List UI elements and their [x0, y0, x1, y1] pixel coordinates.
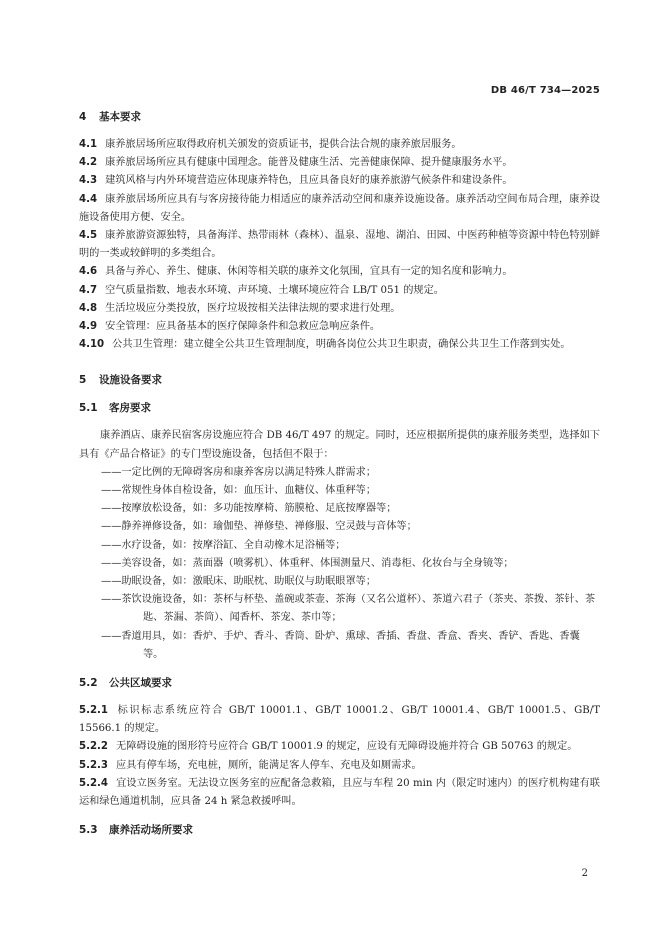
clause [79, 227, 600, 263]
section-5-2-clauses [79, 702, 600, 811]
clause-text: 康养旅居场所应具有健康中国理念。能普及健康生活、完善健康保障、提升健康服务水平。 [105, 157, 513, 169]
clause-text: 公共卫生管理：建立健全公共卫生管理制度，明确各岗位公共卫生职责，确保公共卫生工作落到实处。 [112, 339, 571, 351]
clause-number: 5.2.3 [79, 759, 109, 771]
equipment-list [79, 464, 600, 664]
clause [79, 318, 600, 336]
list-item: ——水疗设备，如：按摩浴缸、全自动橡木足浴桶等； [101, 539, 346, 551]
list-item: ——茶饮设施设备，如：茶杯与杯垫、盖碗或茶壶、茶海（又名公道杯）、茶道六君子（茶夹、茶拨、茶针、茶匙、茶漏、茶筒）、闻香杯、茶宠、茶巾等； [101, 594, 596, 624]
list-item: ——按摩放松设备，如：多功能按摩椅、筋膜枪、足底按摩器等； [101, 503, 397, 515]
clause-number: 4.10 [79, 339, 105, 351]
clause [79, 775, 600, 811]
clause-number: 4.9 [79, 321, 98, 333]
clause-text: 安全管理：应具备基本的医疗保障条件和急救应急响应条件。 [105, 321, 381, 333]
clause [79, 191, 600, 227]
section-number: 5 [79, 374, 87, 387]
clause-text: 康养旅居场所应具有与客房接待能力相适应的康养活动空间和康养设施设备。康养活动空间布局合理，康养设施设备使用方便、安全。 [79, 193, 600, 223]
clause-number: 4.5 [79, 230, 98, 242]
clause-number: 4.2 [79, 157, 98, 169]
list-item: ——一定比例的无障碍客房和康养客房以满足特殊人群需求； [101, 466, 377, 478]
clause-number: 4.7 [79, 284, 98, 296]
section-4-clauses [79, 136, 600, 354]
clause [79, 300, 600, 318]
clause [79, 702, 600, 738]
clause-number: 5.2.4 [79, 777, 109, 789]
subsection-number: 5.3 [79, 824, 98, 837]
section-4-heading [79, 108, 600, 126]
section-number: 4 [79, 111, 87, 123]
clause [79, 154, 600, 172]
clause-number: 5.2.2 [79, 741, 109, 753]
clause-text: 标识标志系统应符合 GB/T 10001.1、GB/T 10001.2、GB/T 10001.4、GB/T 10001.5、GB/T 15566.1 的规定。 [79, 705, 600, 735]
section-title: 设施设备要求 [99, 374, 162, 387]
clause-number: 4.1 [79, 139, 98, 150]
subsection-number: 5.2 [79, 677, 98, 690]
subsection-5-1-heading [79, 399, 600, 417]
clause [79, 172, 600, 190]
subsection-5-3-heading [79, 821, 600, 839]
clause-number: 4.6 [79, 266, 98, 278]
clause-number: 4.4 [79, 193, 98, 205]
clause [79, 263, 600, 281]
page-content [79, 108, 600, 839]
clause-text: 康养旅居场所应取得政府机关颁发的资质证书，提供合法合规的康养旅居服务。 [105, 139, 462, 150]
clause [79, 738, 600, 756]
document-id-header: DB 46/T 734—2025 [490, 85, 600, 96]
clause-text: 空气质量指数、地表水环境、声环境、土壤环境应符合 LB/T 051 的规定。 [105, 284, 444, 296]
list-item: ——静养禅修设备，如：瑜伽垫、禅修垫、禅修服、空灵鼓与音体等； [101, 521, 417, 533]
subsection-5-1-intro: 康养酒店、康养民宿客房设施应符合 DB 46/T 497 的规定。同时，还应根据所提供的康养服务类型，选择如下具有《产品合格证》的专门型设施设备，包括但不限于： [79, 430, 600, 460]
clause-text: 建筑风格与内外环境营造应体现康养特色，且应具备良好的康养旅游气候条件和建设条件。 [105, 175, 513, 187]
page-number: 2 [581, 868, 588, 879]
clause [79, 136, 600, 154]
clause-text: 应具有停车场，充电桩，厕所，能满足客人停车、充电及如厕需求。 [116, 759, 422, 771]
subsection-title: 客房要求 [109, 402, 151, 415]
clause [79, 757, 600, 775]
clause-text: 康养旅游资源独特，具备海洋、热带雨林（森林）、温泉、湿地、湖泊、田园、中医药种植等资源中特色特别鲜明的一类或较鲜明的多类组合。 [79, 230, 600, 260]
clause [79, 336, 600, 354]
clause-number: 4.8 [79, 302, 98, 314]
list-item: ——助眠设备，如：激眠床、助眠枕、助眠仪与助眠眼罩等； [101, 576, 377, 588]
clause-text: 具备与养心、养生、健康、休闲等相关联的康养文化氛围，宜具有一定的知名度和影响力。 [105, 266, 513, 278]
list-item: ——香道用具，如：香炉、手炉、香斗、香筒、卧炉、熏球、香插、香盘、香盒、香夹、香铲、香匙、香囊等。 [101, 630, 580, 660]
list-item: ——美容设备，如：蒸面器（喷雾机）、体重秤、体围测量尺、消毒柜、化妆台与全身镜等； [101, 557, 514, 569]
subsection-number: 5.1 [79, 402, 98, 415]
subsection-5-2-heading [79, 674, 600, 692]
clause [79, 282, 600, 300]
section-title: 基本要求 [99, 111, 141, 123]
subsection-title: 康养活动场所要求 [109, 824, 193, 837]
section-5-heading [79, 371, 600, 389]
clause-number: 4.3 [79, 175, 98, 187]
clause-text: 生活垃圾应分类投放，医疗垃圾按相关法律法规的要求进行处理。 [105, 302, 401, 314]
clause-text: 宜设立医务室。无法设立医务室的应配备急救箱，且应与车程 20 min 内（限定时速内）的医疗机构建有联运和绿色通道机制，应具备 24 h 紧急救援呼叫。 [79, 777, 600, 808]
list-item: ——常规性身体自检设备，如：血压计、血糖仪、体重秤等； [101, 485, 377, 497]
clause-number: 5.2.1 [79, 705, 109, 717]
clause-text: 无障碍设施的图形符号应符合 GB/T 10001.9 的规定，应设有无障碍设施并符合 GB 50763 的规定。 [116, 741, 578, 753]
subsection-title: 公共区域要求 [109, 677, 172, 690]
